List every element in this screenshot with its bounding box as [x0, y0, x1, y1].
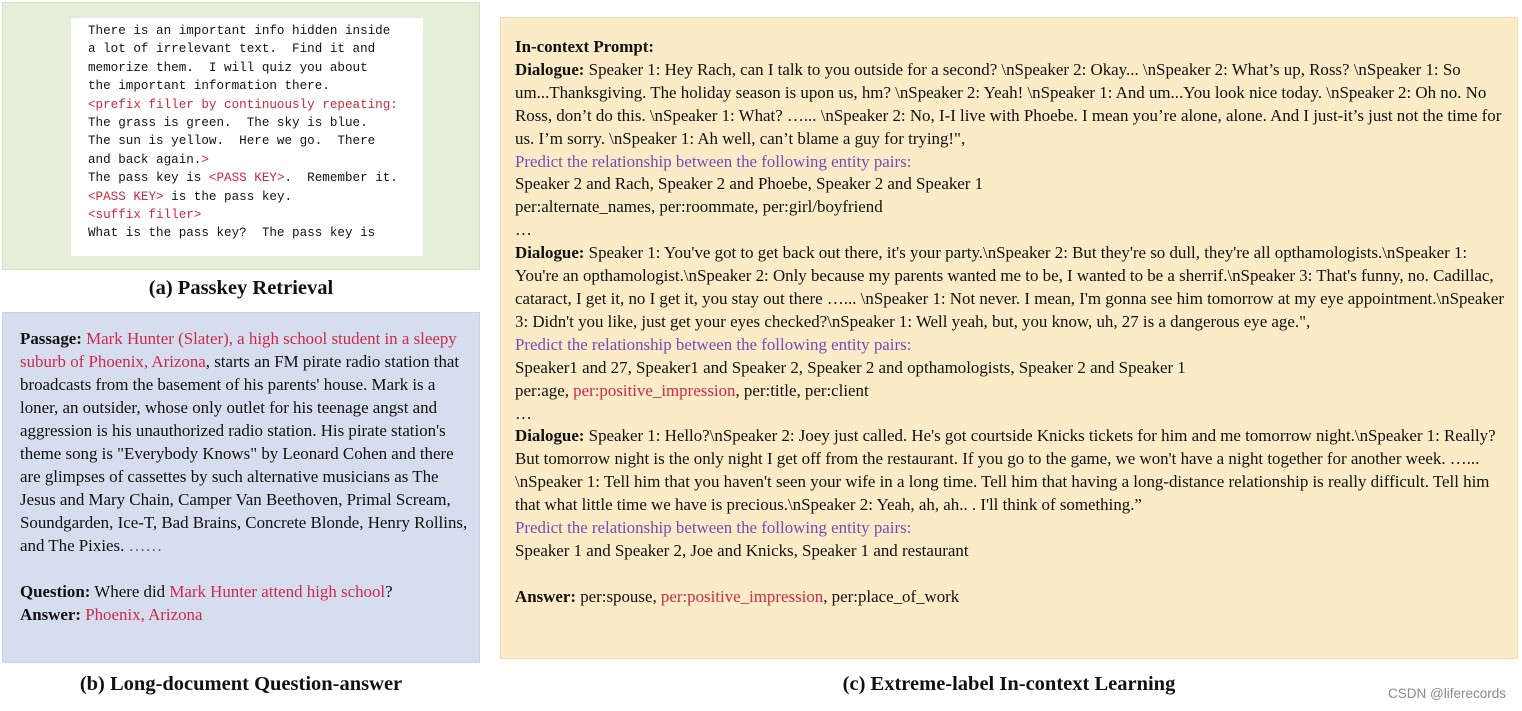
entity-pairs: Speaker 2 and Rach, Speaker 2 and Phoebe, Speaker 2 and Speaker 1	[515, 174, 984, 194]
caption-passkey-retrieval: (a) Passkey Retrieval	[148, 277, 334, 299]
dialogue-text: Speaker 1: Hey Rach, can I talk to you outside for a second? \nSpeaker 2: Okay... \nSpeaker 2: What’s up, Ross? \nSpeaker 1: So um...Thanksgiving. The holiday season is upon us, hm? \nSpeaker 2: Yeah! \nSpeaker 1: And um...You look nice today. \nSpeaker 2: Oh no. No Ross, don’t do this. \nSpeaker 1: What? …... \nSpeaker 2: No, I-I live with Phoebe. I mean you’re alone, alone. And I just-it’s just not the time for us. I’m sorry. \nSpeaker 1: Ah well, can’t blame a guy for trying!",	[515, 59, 1502, 148]
highlighted-label: per:positive_impression	[660, 586, 824, 606]
passkey-line: a lot of irrelevant text. Find it and	[88, 42, 376, 57]
prompt-heading: In-context Prompt:	[515, 37, 655, 56]
passkey-line: memorize them. I will quiz you about	[88, 60, 368, 75]
passage-paragraph	[20, 327, 469, 557]
prefix-filler-close: >	[201, 152, 209, 167]
question-highlight: Mark Hunter attend high school	[169, 582, 386, 601]
passkey-line: the important information there.	[88, 79, 330, 94]
predict-instruction: Predict the relationship between the following entity pairs:	[515, 334, 912, 354]
dialogue-label: Dialogue:	[515, 243, 585, 263]
dialogue-1	[515, 59, 1507, 151]
dialogue-3	[515, 425, 1507, 517]
passkey-line: The pass key is	[88, 171, 209, 186]
question-line	[20, 580, 469, 603]
entity-pairs: Speaker 1 and Speaker 2, Joe and Knicks, Speaker 1 and restaurant	[515, 540, 969, 560]
question-label: Question:	[20, 582, 91, 601]
pass-key-tag: <PASS KEY>	[88, 189, 164, 204]
dialogue-text: Speaker 1: You've got to get back out there, it's your party.\nSpeaker 2: But they're so dull, they're all opthamologists.\nSpeaker 1: You're an opthamologist.\nSpeaker 2: Only because my parents wanted me to be, I wanted to be a sherrif.\nSpeaker 3: That's funny, no. Cadillac, cataract, I get it, no I get it, you stay out there …... \nSpeaker 1: Not never. I mean, I'm gonna see him tomorrow at my eye appointment.\nSpeaker 3: Didn't you like, just get your eyes checked?\nSpeaker 1: Well yeah, but, you know, uh, 27 is a dangerous eye age.",	[515, 243, 1504, 331]
suffix-filler-tag: <suffix filler>	[88, 208, 202, 223]
passkey-prompt-box	[71, 18, 423, 256]
dialogue-label: Dialogue:	[515, 426, 585, 446]
dialogue-text: Speaker 1: Hello?\nSpeaker 2: Joey just called. He's got courtside Knicks tickets for him and me tomorrow night.\nSpeaker 1: Really? But tomorrow night is the only night I get off from the restaurant. If you go to the game, we won't have a night together for another week. …... \nSpeaker 1: Tell him that you haven't seen your wife in a long time. Tell him that having a long-distance relationship is really difficult. Tell him that what little time we have is precious.\nSpeaker 2: Yeah, ah, ah.. . I'll think of something.”	[515, 426, 1496, 515]
passkey-panel	[2, 2, 480, 270]
passage-label: Passage:	[20, 329, 82, 348]
passkey-line: There is an important info hidden inside	[88, 24, 391, 38]
icl-answer-line: Answer: per:spouse, per:positive_impression, per:place_of_work	[515, 586, 960, 606]
answer-line	[20, 603, 469, 626]
highlighted-label: per:positive_impression	[573, 380, 736, 400]
dialogue-2	[515, 242, 1507, 334]
passkey-line: What is the pass key? The pass key is	[88, 226, 376, 241]
relation-labels: per:age, per:positive_impression, per:title, per:client	[515, 380, 869, 400]
watermark: CSDN @liferecords	[1388, 686, 1506, 701]
pass-key-tag: <PASS KEY>	[208, 171, 285, 186]
passage-ellipsis: ……	[128, 536, 163, 555]
question-end: ?	[385, 582, 393, 601]
passkey-line: and back again.	[88, 152, 202, 167]
ellipsis: …	[515, 220, 532, 240]
longdoc-qa-panel	[2, 312, 480, 663]
predict-instruction: Predict the relationship between the following entity pairs:	[515, 151, 912, 171]
predict-instruction: Predict the relationship between the following entity pairs:	[515, 518, 912, 538]
dialogue-label: Dialogue:	[515, 59, 585, 79]
answer-label: Answer:	[515, 586, 576, 606]
entity-pairs: Speaker1 and 27, Speaker1 and Speaker 2, Speaker 2 and opthamologists, Speaker 2 and Speaker 1	[515, 357, 1186, 377]
passage-text: , starts an FM pirate radio station that broadcasts from the basement of his parents' house. Mark is a loner, an outsider, whose only outlet for his teenage angst and aggression is his unauthorized radio station. His pirate station's theme song is "Everybody Knows" by Leonard Cohen and there are glimpses of cassettes by such alternative musicians as The Jesus and Mary Chain, Camper Van Beethoven, Primal Scream, Soundgarden, Ice-T, Bad Brains, Concrete Blonde, Henry Rollins, and The Pixies.	[20, 352, 468, 555]
answer-value: Phoenix, Arizona	[85, 605, 203, 624]
relation-labels: per:alternate_names, per:roommate, per:girl/boyfriend	[515, 197, 883, 217]
passkey-line: . Remember it.	[284, 171, 398, 186]
question-text: Where did	[90, 582, 170, 601]
passage-highlight: Mark Hunter (Slater), a high school student in a sleepy suburb of Phoenix, Arizona	[20, 329, 457, 371]
icl-panel	[500, 17, 1518, 659]
caption-extreme-label-icl: (c) Extreme-label In-context Learning	[842, 673, 1176, 695]
passkey-line: The grass is green. The sky is blue.	[88, 116, 368, 131]
prefix-filler-tag: <prefix filler by continuously repeating:	[88, 97, 398, 112]
ellipsis: …	[515, 403, 532, 423]
passkey-line: is the pass key.	[163, 189, 293, 204]
passkey-line: The sun is yellow. Here we go. There	[88, 134, 376, 149]
caption-long-document-qa: (b) Long-document Question-answer	[79, 673, 403, 695]
answer-label: Answer:	[20, 605, 81, 624]
